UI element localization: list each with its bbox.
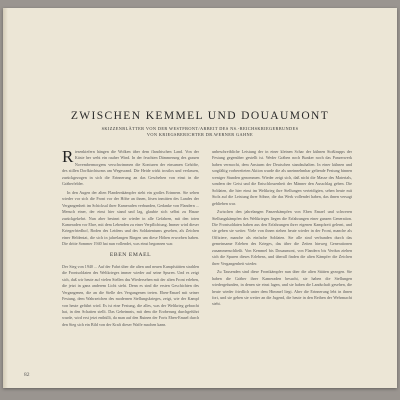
article-subtitle: SKIZZENBLÄTTER VON DER WESTFRONT/ARBEIT DES NS.-REICHSKRIEGERBUNDES — [101, 126, 299, 131]
paragraph-text: iesenkiefern hängen die Wolken über dem flandrischen Land. Von der Küste her weht ein rauher Wind. In der feuchten Dämmerung des grauen Novembermorgens verschwimmen die Konturen der einsamen Gehöfte, des stillen Dorfkirchturms am Wegesrand. Die Heide wirkt trostlos und verlassen, zurückgezogen in sich die Erinnerung an das Geschehen von einst in die Gräberfelder. — [62, 149, 199, 187]
article-title: ZWISCHEN KEMMEL UND DOUAUMONT — [70, 110, 330, 122]
paragraph: Zu Tausenden sind diese Frontkämpfer nun über die alten Stätten gezogen. Sie haben die Gräber ihrer Kameraden besucht, sie haben die Stellungen wiedergefunden, in denen sie einst lagen, und sie haben die Landschaft gesehen, die heute wieder friedlich unter dem Himmel liegt. Aber die Erinnerung lebt in ihnen fort, und sie geben sie weiter an die Jugend, die heute in den Reihen der Wehrmacht steht. — [212, 269, 352, 307]
paragraph: Zwischen den jahrelangen Panzerkämpfen von Eben Emael und schweren Stellungskämpfen des Weltkrieges liegen die Erfahrungen einer ganzen Generation. Die Frontsoldaten haben aus den Erfahrungen ihrer eigenen Kampfzeit gelernt, und sie geben sie weiter. Viele von ihnen stehen heute wieder in der Front, manche als Offiziere, manche als einfache Soldaten. Sie alle sind verbunden durch das gemeinsame Erleben des Krieges, das über die Zeiten hinweg Generationen zusammenschließt. Von Kemmel bis Douaumont, von Flandern bis Verdun ziehen sich die Spuren dieses Erlebens, und überall finden die alten Kämpfer die Zeichen ihrer Vergangenheit wieder. — [212, 209, 352, 266]
paragraph: Der Sieg von 1940 ... Auf der Fahrt über die alten und neuen Kampfstätten strahlen die Frontsoldaten des Weltkrieges immer wieder auf seine Spuren. Und es zeigt sich, daß wir heute auf vielen Stellen das Wiedersehen mit der alten Front erleben, die jetzt in ganz anderem Licht steht. Denn es sind die ersten Geschichten des Vergangenen, die an die Stelle des Vergangenen treten. Eben-Emael mit seiner Festung, dem Wahrzeichen des modernen Stellungskrieges, zeigt, wie der Kampf von heute geführt wird. Es ist eine Festung, die alles, was der Weltkrieg gebracht hat, in den Schatten stellt. Das Geheimnis, mit dem die Eroberung durchgeführt wurde, wird erst jetzt enthüllt, da man auf den Ruinen der Forts Eben-Emael durch den Sieg sich ein Bild von der Kraft dieser Waffe machen kann. — [62, 263, 199, 327]
drop-cap: R — [62, 147, 74, 166]
left-text-column — [62, 149, 199, 330]
right-text-column — [212, 149, 352, 310]
article-byline: VON KRIEGSBERICHTER DR.WERNER GAHNE — [146, 132, 254, 137]
book-page — [3, 8, 397, 388]
page-number: 82 — [24, 372, 30, 378]
section-heading: EBEN EMAEL — [109, 251, 152, 258]
paragraph: unbeschreibliche Leistung der in einer kleinen Schar der kühnen Stoßtrupps der Festung gegenüber gestellt ist. Weder Gräben noch Bunker noch das Panzerwerk haben vermocht, dem Ansturm der Deutschen standzuhalten. In einer kühnen und sorgfältig vorbereiteten Aktion wurde die als uneinnehmbar geltende Festung binnen weniger Stunden genommen. Wieder zeigt sich, daß nicht die Masse des Materials, sondern der Geist und die Entschlossenheit der Männer den Ausschlag geben. Die Soldaten, die hier einst im Weltkrieg ihre Stellungen verteidigten, sehen heute mit Stolz auf die Leistung ihrer Söhne, die das Werk vollendet haben, das ihnen versagt geblieben war. — [212, 149, 352, 206]
paragraph: In den Augen der alten Flandernkämpfer steht ein großes Erinnern. Sie sehen wieder vor sich die Front vor der Höhe an ihnen, lösen inmitten des Landes der Vergangenheit im Schicksal ihrer Kameraden verbunden, Gedanke von Flandern ... Mensch einer, der einst hier stand und lag, glaubte sich selbst zu Hause zurückgekehrt. Nun aber besinnt sie wieder in alle Gefahren, mit den toten Kameraden vor Ehre, mit dem Lebenden zu einer Verpflichtung. Immer wird dieser Kriegerfriedhof, Boden des Leidens und des Soldatentums gesehen, als Zeichen einer Heldentat, die sich in jahrelangen Ringen um diese Höhen erworben haben. Die dritte Sommer 1940 hat nun vollendet, was einst begonnen war. — [62, 189, 199, 247]
book-spine-shadow — [3, 8, 8, 388]
paragraph — [62, 149, 199, 188]
